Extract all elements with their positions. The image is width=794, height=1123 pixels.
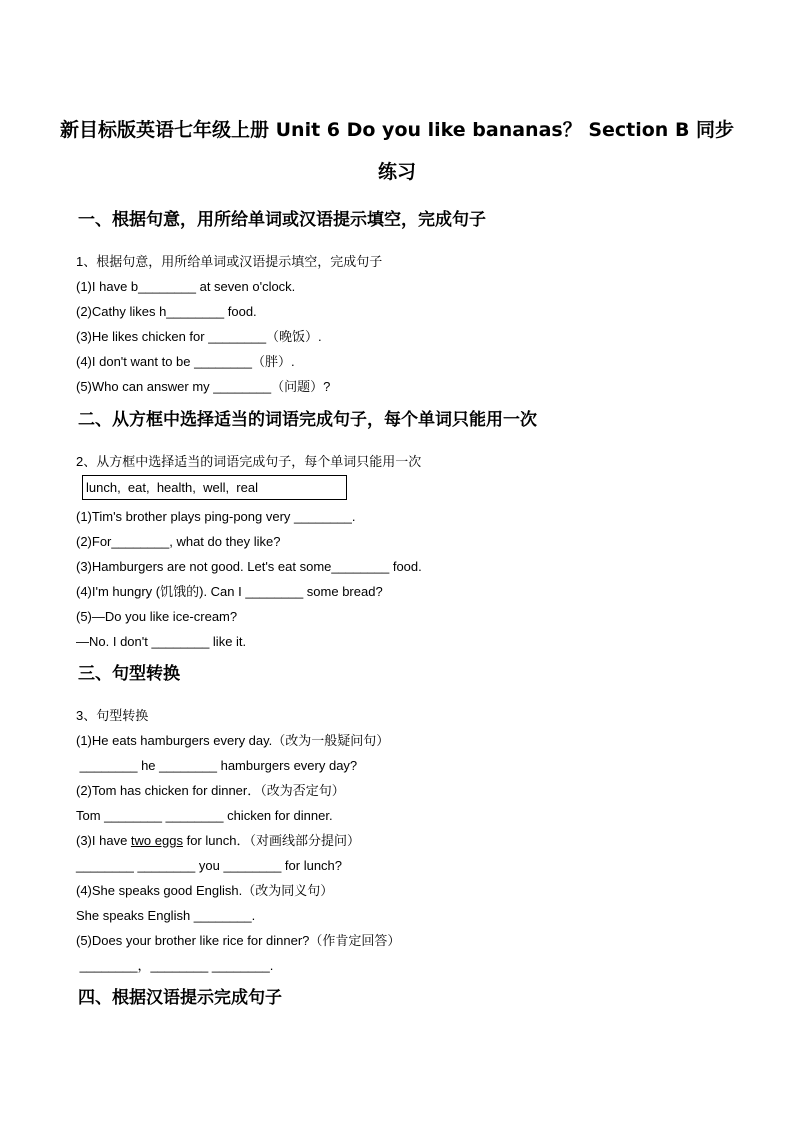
- section-3-item-5: (5)Does your brother like rice for dinner?（作肯定回答）: [76, 933, 401, 948]
- section-1-item-1: (1)I have b________ at seven o'clock.: [76, 279, 296, 294]
- section-2-item-2: (2)For________, what do they like?: [76, 534, 281, 549]
- section-2-item-5-question: (5)—Do you like ice-cream?: [76, 609, 238, 624]
- section-3-item-5-answer: ________，________ ________.: [76, 958, 274, 973]
- section-3-item-2: (2)Tom has chicken for dinner．（改为否定句）: [76, 783, 345, 798]
- word-box: lunch, eat, health, well, real: [82, 475, 347, 500]
- section-2-item-1: (1)Tim's brother plays ping-pong very ________.: [76, 509, 356, 524]
- section-1-item-4: (4)I don't want to be ________（胖）.: [76, 354, 295, 369]
- section-2-item-4: (4)I'm hungry (饥饿的). Can I ________ some bread?: [76, 584, 383, 599]
- document-title-line-2: 练习: [377, 161, 416, 183]
- section-2-item-5-answer: —No. I don't ________ like it.: [76, 634, 247, 649]
- section-3-item-3-lead: (3)I have: [76, 833, 131, 848]
- section-3-item-3-tail: for lunch．（对画线部分提问）: [182, 833, 360, 848]
- section-1-instruction: 1、根据句意，用所给单词或汉语提示填空，完成句子: [76, 254, 383, 269]
- section-2-heading: 二、从方框中选择适当的词语完成句子，每个单词只能用一次: [78, 410, 537, 430]
- section-2-item-3: (3)Hamburgers are not good. Let's eat some________ food.: [76, 559, 422, 574]
- section-1-heading: 一、根据句意，用所给单词或汉语提示填空，完成句子: [78, 210, 486, 230]
- section-2-instruction: 2、从方框中选择适当的词语完成句子，每个单词只能用一次: [76, 454, 422, 469]
- section-1-item-2: (2)Cathy likes h________ food.: [76, 304, 257, 319]
- underlined-phrase: two eggs: [130, 833, 183, 848]
- section-4-heading: 四、根据汉语提示完成句子: [78, 988, 282, 1008]
- section-3-item-1: (1)He eats hamburgers every day.（改为一般疑问句）: [76, 733, 390, 748]
- section-3-heading: 三、句型转换: [78, 664, 180, 684]
- section-1-item-5: (5)Who can answer my ________（问题）?: [76, 379, 331, 394]
- document-title-line-1: 新目标版英语七年级上册 Unit 6 Do you like bananas？ Section B 同步: [60, 119, 735, 141]
- section-3-item-4: (4)She speaks good English.（改为同义句）: [76, 883, 334, 898]
- section-3-item-2-answer: Tom ________ ________ chicken for dinner.: [76, 808, 333, 823]
- section-1-item-3: (3)He likes chicken for ________（晚饭）.: [76, 329, 322, 344]
- section-3-item-4-answer: She speaks English ________.: [76, 908, 256, 923]
- section-3-item-3: [76, 832, 360, 849]
- section-3-instruction: 3、句型转换: [76, 708, 149, 723]
- section-3-item-3-answer: ________ ________ you ________ for lunch?: [76, 858, 343, 873]
- section-3-item-1-answer: ________ he ________ hamburgers every day?: [76, 758, 358, 773]
